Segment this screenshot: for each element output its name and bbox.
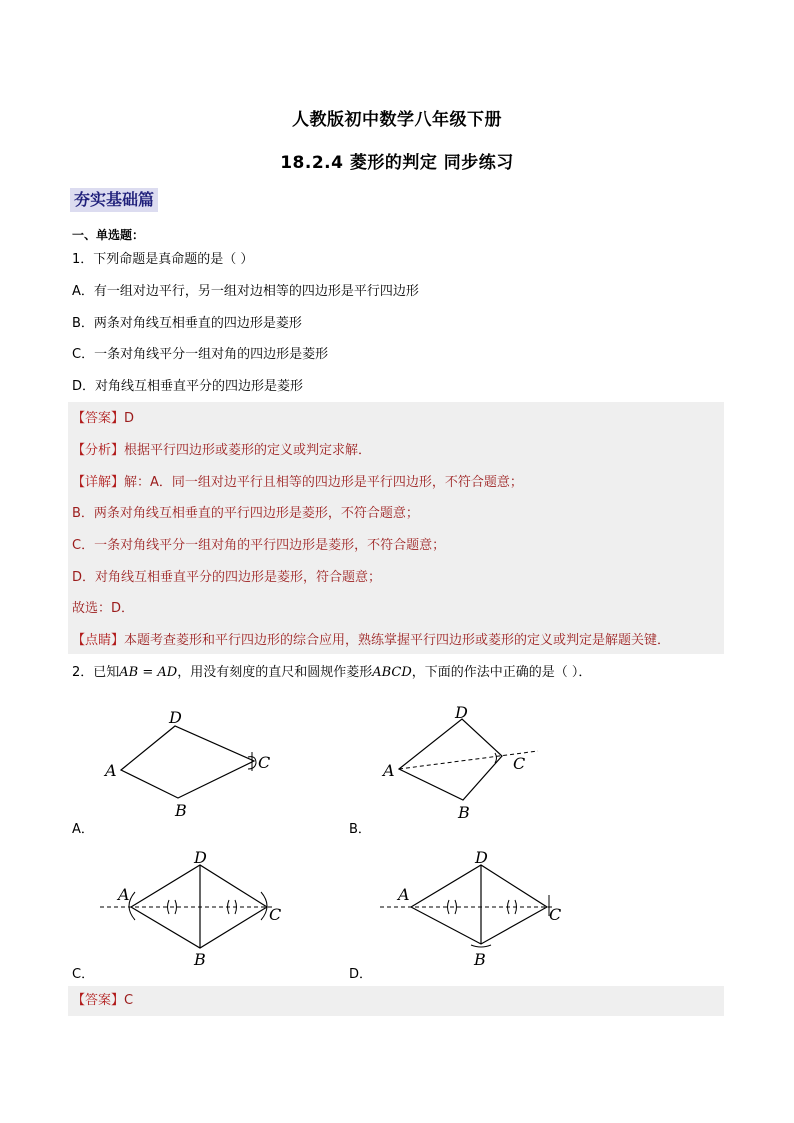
q1-analysis [72,442,371,460]
analysis-text: 根据平行四边形或菱形的定义或判定求解． [124,443,372,458]
label-b: B [194,950,206,968]
analysis-tag: 【分析】 [72,443,125,458]
label-c: C [269,905,282,924]
comment-text: 本题考查菱形和平行四边形的综合应用，熟练掌握平行四边形或菱形的定义或判定是解题关键． [124,633,671,648]
q2-stem-prefix: 2．已知 [72,665,120,680]
q1-option-a: A．有一组对边平行，另一组对边相等的四边形是平行四边形 [72,284,419,299]
q1-answer [72,410,134,428]
label-a: A [383,761,395,780]
q2-option-c: C． [72,967,95,982]
q1-choice: 故选：D． [72,601,135,616]
label-d: D [475,848,488,867]
label-d: D [194,848,207,867]
q1-stem: 1．下列命题是真命题的是（ ） [72,252,254,267]
label-c: C [513,754,526,773]
q2-solution-box [68,986,724,1016]
figure-b [380,703,550,823]
label-d: D [455,703,468,722]
q1-option-d: D．对角线互相垂直平分的四边形是菱形 [72,379,304,394]
detail-text: 解：A．同一组对边平行且相等的四边形是平行四边形，不符合题意； [124,475,523,490]
part-heading: 一、单选题： [72,228,145,242]
answer-value: C [124,993,134,1008]
q2-option-d: D． [349,967,373,982]
figure-d [375,848,575,968]
q2-stem-middle: ，用没有刻度的直尺和圆规作菱形 [177,665,373,680]
q1-comment [72,632,670,650]
figure-a [100,705,290,825]
q2-answer [72,992,133,1010]
label-d: D [169,708,182,727]
q2-option-b: B． [349,822,371,837]
q1-option-c: C．一条对角线平分一组对角的四边形是菱形 [72,347,329,362]
q2-stem-math2: ABCD [372,665,412,680]
q1-detail-b: B．两条对角线互相垂直的平行四边形是菱形，不符合题意； [72,506,419,521]
label-a: A [118,885,130,904]
label-a: A [398,885,410,904]
label-c: C [549,905,562,924]
answer-value: D [124,411,135,426]
q2-option-a: A． [72,822,94,837]
q1-option-b: B．两条对角线互相垂直的四边形是菱形 [72,316,302,331]
q1-detail-d: D．对角线互相垂直平分的四边形是菱形，符合题意； [72,570,382,585]
q2-stem [72,664,591,682]
detail-tag: 【详解】 [72,475,125,490]
answer-tag: 【答案】 [72,411,125,426]
q1-detail-c: C．一条对角线平分一组对角的平行四边形是菱形，不符合题意； [72,538,446,553]
comment-tag: 【点睛】 [72,633,125,648]
q1-detail [72,474,523,492]
section-badge: 夯实基础篇 [70,188,158,212]
answer-tag: 【答案】 [72,993,125,1008]
label-a: A [105,761,117,780]
label-b: B [175,801,187,820]
label-b: B [474,950,486,968]
label-c: C [258,753,271,772]
page-title: 人教版初中数学八年级下册 [292,110,502,130]
label-b: B [458,803,470,822]
q1-solution-box [68,402,724,654]
q2-stem-suffix: ，下面的作法中正确的是（ ）． [411,665,592,680]
page-subtitle: 18.2.4 菱形的判定 同步练习 [280,153,514,173]
q2-stem-math: AB = AD [119,665,178,680]
figure-c [95,848,295,968]
